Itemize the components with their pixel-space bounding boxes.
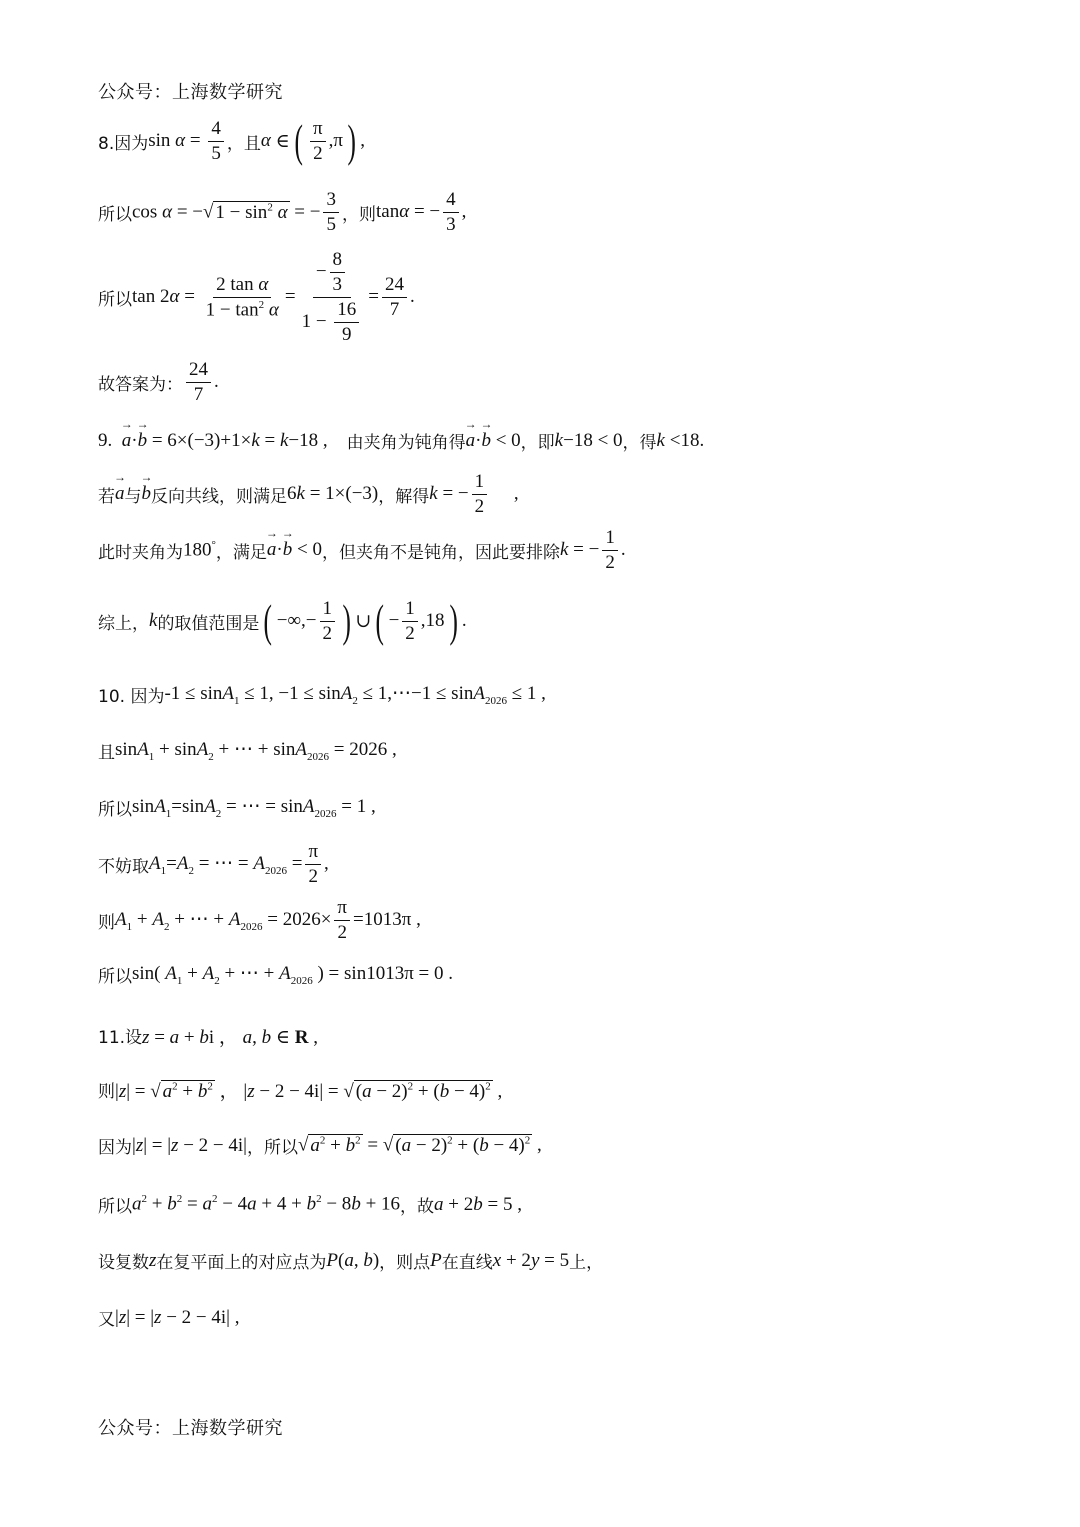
line-10-bounds: 10. 因为 -1 ≤ sinA$_1$ ≤ 1, −1 ≤ sinA$_2$ ≤ 1,⋯−1 ≤ sinA$_{2026}$ ≤ 1 , <box>98 683 546 707</box>
line-11-moduli: 则 |z| = √ $a^2 + b^2$ ， |z − 2 − 4i| = √ $(a - 2)^2 + (b - 4)^2$ , <box>98 1080 503 1102</box>
line-10-total: 则 $A_1 + A_2$ + ⋯ + $A_{2026} = 2026\times$ $\frac{\pi}{2}$ =1013π , <box>98 897 421 943</box>
line-9-dot: 9. → a·→ b = 6×(−3)+1×k = k−18 , 由夹角为钝角得 → a·→ b < 0 ，即 k−18 < 0 ，得 k <18. <box>98 428 704 453</box>
line-11-set: 11.设 z = a + bi ， a, b ∈ R , <box>98 1027 318 1048</box>
line-9-collinear: 若 → a 与 → b 反向共线，则满足 6k = 1×(−3) ，解得 k = − $\frac{1}{2}$ , <box>98 472 519 517</box>
line-11-expand: 所以 $a^2 + b^2 = a^2 - 4a + 4 + b^2 - 8b + 16$ ，故 a + 2b = 5 , <box>98 1193 522 1217</box>
line-8-cos: 所以 cos α = −√ $1 - \sin^2 \alpha$ = − $\frac{3}{5}$ ，则 tanα = − $\frac{4}{3}$ , <box>98 189 467 235</box>
line-10-sum: 且 sinA$_1$ + sinA$_2$ + ⋯ + sinA$_{2026}$ = 2026 , <box>98 739 397 763</box>
line-11-point: 设复数 z 在复平面上的对应点为 P(a, b) ，则点 P 在直线 x + 2y = 5 上， <box>98 1249 604 1273</box>
line-8-tan2a: 所以 tan 2α = $\frac{\text{2 tan α}}{1 - \tan^2 \alpha}$ = − $\frac{8}{3}$ 1 − $\frac{16}{9}$ = $\frac{24}{7}$ . <box>98 249 415 345</box>
line-9-exclude: 此时夹角为 180° ，满足 → a·→ b < 0 ，但夹角不是钝角，因此要排除 k = − $\frac{1}{2}$ . <box>98 528 626 573</box>
line-10-result: 所以 sin( $A_1 + A_2$ + ⋯ + $A_{2026}$ ) = sin1013π = 0 . <box>98 963 454 987</box>
line-8-given: 8.因为 sin α = $\frac{4}{5}$ ，且 α ∈ ( $\frac{\pi}{2}$ ,π ) , <box>98 115 366 166</box>
line-9-range: 综上， k 的取值范围是 ( −∞,− $\frac{1}{2}$ ) ∪ ( − $\frac{1}{2}$ ,18 ) . <box>98 595 467 646</box>
line-10-equal: 所以 sinA$_1$=sinA$_2$ = ⋯ = sinA$_{2026}$ = 1 , <box>98 796 376 820</box>
page-footer: 公众号：上海数学研究 <box>98 1418 283 1438</box>
line-10-choose: 不妨取 $A_1=A_2$ = ⋯ = $A_{2026}$ = $\frac{\pi}{2}$ , <box>98 841 329 887</box>
line-11-equate: 因为 |z| = |z − 2 − 4i| ，所以 √ $a^2 + b^2$ = √ $(a - 2)^2 + (b - 4)^2$ , <box>98 1134 542 1158</box>
line-8-answer: 故答案为： $\frac{24}{7}$ . <box>98 359 219 405</box>
line-11-again: 又 |z| = |z − 2 − 4i| , <box>98 1306 240 1330</box>
page-header: 公众号：上海数学研究 <box>98 82 283 102</box>
